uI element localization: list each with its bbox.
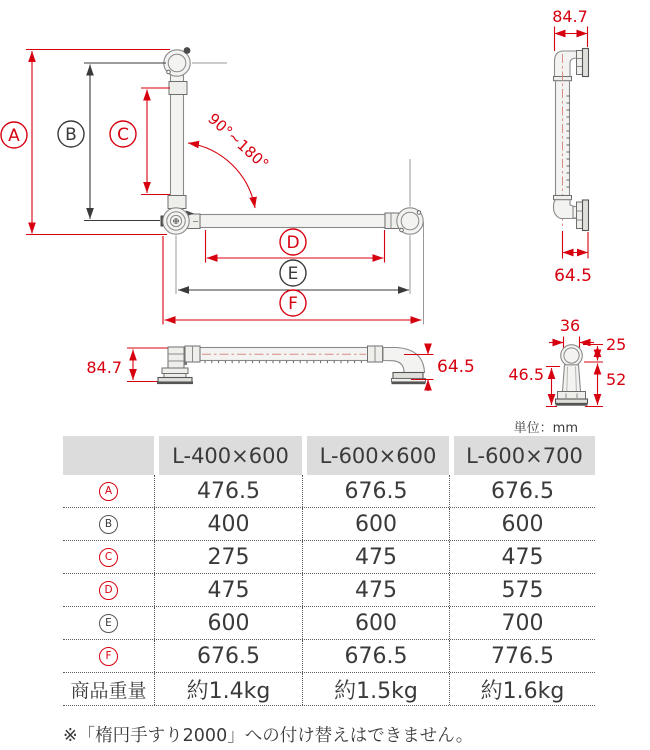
- cell-value: 275: [154, 541, 302, 573]
- bottom-collar: [577, 202, 583, 229]
- flat-right-dim: 64.5: [437, 357, 475, 377]
- bracket-upper-dim: 25: [606, 335, 627, 354]
- top-collar: [577, 51, 583, 75]
- cell-value: 476.5: [154, 475, 302, 507]
- front-view: [1, 47, 424, 324]
- svg-text:B: B: [65, 125, 77, 145]
- svg-text:D: D: [286, 233, 300, 253]
- bracket-left-dim: 46.5: [508, 365, 544, 384]
- bracket-body: [556, 345, 588, 406]
- cell-value: 400: [154, 508, 302, 540]
- side-bottom-dim: 64.5: [554, 266, 592, 286]
- bracket-width-dim: 36: [559, 316, 581, 335]
- table-header-col1: L-400×600: [154, 436, 302, 475]
- cell-value: 475: [302, 541, 449, 573]
- table-row-d: [63, 574, 595, 607]
- bracket-detail: [508, 316, 626, 407]
- horizontal-pipe: [200, 215, 385, 228]
- cell-value: 約1.6kg: [449, 673, 595, 705]
- cell-value: 575: [449, 574, 595, 606]
- cell-value: 600: [302, 607, 449, 639]
- spec-table: [63, 436, 595, 706]
- cell-value: 700: [449, 607, 595, 639]
- table-row-b: [63, 508, 595, 541]
- table-row-e: [63, 607, 595, 640]
- table-header-blank: [63, 436, 154, 475]
- svg-text:E: E: [287, 264, 299, 284]
- top-flange: [164, 47, 191, 76]
- cell-value: 776.5: [449, 640, 595, 672]
- row-label: F: [63, 640, 154, 672]
- bottom-plate: [583, 200, 589, 231]
- row-label: E: [63, 607, 154, 639]
- grip-ticks: [205, 361, 361, 363]
- svg-text:A: A: [8, 126, 20, 146]
- top-plate: [583, 49, 589, 77]
- cell-value: 600: [302, 508, 449, 540]
- cell-value: 600: [449, 508, 595, 540]
- flat-left-dim: 84.7: [86, 358, 122, 377]
- dimension-c: [110, 88, 170, 195]
- dimension-f: [165, 290, 422, 320]
- svg-text:C: C: [117, 125, 129, 145]
- cell-value: 約1.5kg: [302, 673, 449, 705]
- top-elbow: [555, 51, 577, 77]
- table-header-col2: L-600×600: [302, 436, 449, 475]
- cell-value: 600: [154, 607, 302, 639]
- unit-note: 単位：mm: [513, 421, 578, 436]
- row-label: D: [63, 574, 154, 606]
- bracket-lower-dim: 52: [606, 370, 627, 389]
- lower-sleeve: [168, 196, 186, 209]
- row-label: B: [63, 508, 154, 540]
- cell-value: 約1.4kg: [154, 673, 302, 705]
- footnote: ※「楕円手すり2000」への付け替えはできません。: [63, 726, 474, 746]
- corner-joint: [161, 208, 190, 234]
- upper-sleeve: [169, 82, 187, 95]
- dimension-d: [206, 229, 385, 263]
- cell-value: 676.5: [154, 640, 302, 672]
- cell-value: 475: [302, 574, 449, 606]
- cell-value: 475: [154, 574, 302, 606]
- svg-text:F: F: [288, 294, 298, 314]
- side-view: [552, 7, 592, 286]
- right-flange: [397, 208, 423, 234]
- angle-annotation: [188, 110, 272, 208]
- table-row-weight: [63, 673, 595, 706]
- angle-label: 90°~180°: [204, 109, 273, 174]
- dimension-e: [178, 260, 409, 290]
- cell-value: 676.5: [302, 475, 449, 507]
- table-header-col3: L-600×700: [449, 436, 595, 475]
- flat-right-elbow: [383, 348, 426, 385]
- table-row-a: [63, 475, 595, 508]
- bottom-elbow: [554, 200, 576, 219]
- cell-value: 676.5: [449, 475, 595, 507]
- dimension-a: [1, 50, 170, 325]
- table-row-c: [63, 541, 595, 574]
- cell-value: 676.5: [302, 640, 449, 672]
- cell-value: 475: [449, 541, 595, 573]
- side-top-dim: 84.7: [552, 7, 588, 26]
- row-label: C: [63, 541, 154, 573]
- table-row-f: [63, 640, 595, 673]
- table-header-row: [63, 436, 595, 475]
- row-label: 商品重量: [70, 679, 147, 702]
- flat-view: [86, 344, 474, 391]
- row-label: A: [63, 475, 154, 507]
